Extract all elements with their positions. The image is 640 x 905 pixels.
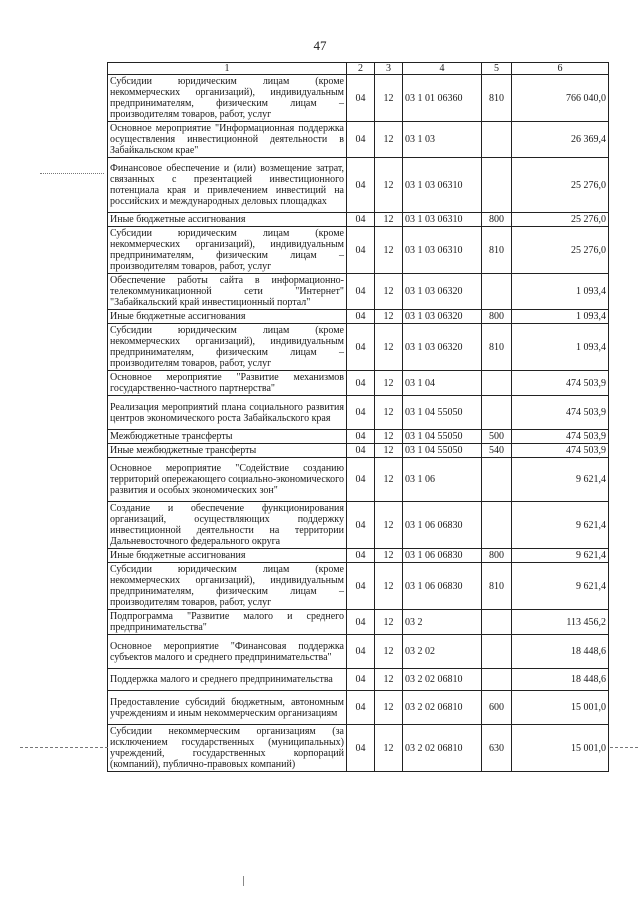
amount-cell: 26 369,4 [512,122,609,158]
subsection-code-cell: 12 [375,213,403,227]
table-row [108,635,609,669]
row-name-cell: Основное мероприятие "Финансовая поддержка субъектов малого и среднего предпринимательства" [108,635,347,669]
target-item-code-cell: 03 1 06 06830 [403,563,482,610]
target-item-code-cell: 03 1 04 55050 [403,444,482,458]
row-name-cell: Предоставление субсидий бюджетным, автономным учреждениям и иным некоммерческим организациям [108,691,347,725]
amount-cell: 18 448,6 [512,669,609,691]
amount-cell: 18 448,6 [512,635,609,669]
target-item-code-cell: 03 1 03 06320 [403,274,482,310]
section-code-cell: 04 [347,549,375,563]
target-item-code-cell: 03 1 06 [403,458,482,502]
expense-type-code-cell: 810 [482,75,512,122]
table-row [108,371,609,396]
section-code-cell: 04 [347,371,375,396]
table-row [108,444,609,458]
amount-cell: 474 503,9 [512,396,609,430]
section-code-cell: 04 [347,324,375,371]
section-code-cell: 04 [347,310,375,324]
expense-type-code-cell: 810 [482,563,512,610]
target-item-code-cell: 03 2 [403,610,482,635]
scan-artifact-line [20,747,108,748]
subsection-code-cell: 12 [375,458,403,502]
expense-type-code-cell [482,274,512,310]
expense-type-code-cell [482,635,512,669]
expense-type-code-cell [482,610,512,635]
subsection-code-cell: 12 [375,691,403,725]
row-name-cell: Субсидии юридическим лицам (кроме некоммерческих организаций), индивидуальным предпринимателям, физическим лицам – производителям товаров, работ, услуг [108,227,347,274]
subsection-code-cell: 12 [375,610,403,635]
expense-type-code-cell [482,158,512,213]
target-item-code-cell: 03 1 04 55050 [403,396,482,430]
amount-cell: 15 001,0 [512,725,609,772]
amount-cell: 25 276,0 [512,213,609,227]
amount-cell: 25 276,0 [512,158,609,213]
table-row [108,310,609,324]
table-row [108,227,609,274]
section-code-cell: 04 [347,430,375,444]
column-header-name: 1 [108,63,347,75]
amount-cell: 9 621,4 [512,549,609,563]
expense-type-code-cell: 800 [482,310,512,324]
target-item-code-cell: 03 1 03 06320 [403,310,482,324]
amount-cell: 9 621,4 [512,563,609,610]
row-name-cell: Иные бюджетные ассигнования [108,549,347,563]
subsection-code-cell: 12 [375,430,403,444]
expense-type-code-cell: 630 [482,725,512,772]
target-item-code-cell: 03 1 04 [403,371,482,396]
subsection-code-cell: 12 [375,725,403,772]
target-item-code-cell: 03 2 02 06810 [403,669,482,691]
section-code-cell: 04 [347,563,375,610]
expense-type-code-cell [482,122,512,158]
subsection-code-cell: 12 [375,75,403,122]
row-name-cell: Основное мероприятие "Содействие созданию территорий опережающего социально-экономического развития и особых экономических зон" [108,458,347,502]
subsection-code-cell: 12 [375,502,403,549]
table-row [108,213,609,227]
section-code-cell: 04 [347,502,375,549]
amount-cell: 1 093,4 [512,324,609,371]
table-row [108,274,609,310]
subsection-code-cell: 12 [375,635,403,669]
expense-type-code-cell [482,502,512,549]
target-item-code-cell: 03 1 03 06320 [403,324,482,371]
table-header-row [108,63,609,75]
subsection-code-cell: 12 [375,669,403,691]
row-name-cell: Основное мероприятие "Информационная поддержка осуществления инвестиционной деятельности в Забайкальском крае" [108,122,347,158]
section-code-cell: 04 [347,396,375,430]
subsection-code-cell: 12 [375,396,403,430]
amount-cell: 474 503,9 [512,444,609,458]
column-header-expense-type: 5 [482,63,512,75]
target-item-code-cell: 03 1 06 06830 [403,549,482,563]
target-item-code-cell: 03 1 03 06310 [403,158,482,213]
section-code-cell: 04 [347,213,375,227]
expense-type-code-cell: 500 [482,430,512,444]
expense-type-code-cell [482,371,512,396]
budget-table [107,62,609,772]
column-header-amount: 6 [512,63,609,75]
row-name-cell: Создание и обеспечение функционирования организаций, осуществляющих поддержку инвестиционной деятельности на территории Дальневосточного федерального округа [108,502,347,549]
section-code-cell: 04 [347,458,375,502]
target-item-code-cell: 03 1 06 06830 [403,502,482,549]
row-name-cell: Субсидии некоммерческим организациям (за исключением государственных (муниципальных) учреждений, государственных корпораций (компаний), публично-правовых компаний) [108,725,347,772]
scan-artifact-tick [243,876,244,886]
subsection-code-cell: 12 [375,274,403,310]
row-name-cell: Иные межбюджетные трансферты [108,444,347,458]
table-row [108,75,609,122]
table-row [108,458,609,502]
expense-type-code-cell [482,458,512,502]
amount-cell: 474 503,9 [512,430,609,444]
section-code-cell: 04 [347,635,375,669]
table-row [108,691,609,725]
table-row [108,502,609,549]
column-header-section: 2 [347,63,375,75]
row-name-cell: Поддержка малого и среднего предпринимательства [108,669,347,691]
table-row [108,430,609,444]
target-item-code-cell: 03 2 02 06810 [403,725,482,772]
table-row [108,725,609,772]
section-code-cell: 04 [347,227,375,274]
column-header-subsection: 3 [375,63,403,75]
target-item-code-cell: 03 1 03 [403,122,482,158]
row-name-cell: Межбюджетные трансферты [108,430,347,444]
row-name-cell: Субсидии юридическим лицам (кроме некоммерческих организаций), индивидуальным предпринимателям, физическим лицам – производителям товаров, работ, услуг [108,75,347,122]
row-name-cell: Подпрограмма "Развитие малого и среднего предпринимательства" [108,610,347,635]
row-name-cell: Субсидии юридическим лицам (кроме некоммерческих организаций), индивидуальным предпринимателям, физическим лицам – производителям товаров, работ, услуг [108,324,347,371]
table-row [108,158,609,213]
row-name-cell: Обеспечение работы сайта в информационно-телекоммуникационной сети "Интернет" "Забайкальский край инвестиционный портал" [108,274,347,310]
target-item-code-cell: 03 1 01 06360 [403,75,482,122]
section-code-cell: 04 [347,274,375,310]
subsection-code-cell: 12 [375,227,403,274]
amount-cell: 1 093,4 [512,310,609,324]
table-row [108,549,609,563]
table-row [108,563,609,610]
row-name-cell: Субсидии юридическим лицам (кроме некоммерческих организаций), индивидуальным предпринимателям, физическим лицам – производителям товаров, работ, услуг [108,563,347,610]
row-name-cell: Финансовое обеспечение и (или) возмещение затрат, связанных с презентацией инвестиционного потенциала края и привлечением инвестиций на российских и международных деловых площадках [108,158,347,213]
amount-cell: 1 093,4 [512,274,609,310]
expense-type-code-cell [482,669,512,691]
amount-cell: 766 040,0 [512,75,609,122]
expense-type-code-cell [482,396,512,430]
target-item-code-cell: 03 1 03 06310 [403,227,482,274]
expense-type-code-cell: 810 [482,227,512,274]
amount-cell: 474 503,9 [512,371,609,396]
amount-cell: 9 621,4 [512,458,609,502]
section-code-cell: 04 [347,158,375,213]
amount-cell: 9 621,4 [512,502,609,549]
subsection-code-cell: 12 [375,371,403,396]
section-code-cell: 04 [347,122,375,158]
section-code-cell: 04 [347,610,375,635]
subsection-code-cell: 12 [375,158,403,213]
table-row [108,669,609,691]
scan-artifact-line [40,173,104,174]
amount-cell: 113 456,2 [512,610,609,635]
subsection-code-cell: 12 [375,122,403,158]
table-row [108,122,609,158]
expense-type-code-cell: 810 [482,324,512,371]
target-item-code-cell: 03 2 02 06810 [403,691,482,725]
expense-type-code-cell: 800 [482,213,512,227]
target-item-code-cell: 03 1 03 06310 [403,213,482,227]
section-code-cell: 04 [347,444,375,458]
table-row [108,396,609,430]
row-name-cell: Основное мероприятие "Развитие механизмов государственно-частного партнерства" [108,371,347,396]
section-code-cell: 04 [347,691,375,725]
scan-artifact-line [610,747,638,748]
section-code-cell: 04 [347,725,375,772]
expense-type-code-cell: 540 [482,444,512,458]
target-item-code-cell: 03 1 04 55050 [403,430,482,444]
amount-cell: 25 276,0 [512,227,609,274]
subsection-code-cell: 12 [375,549,403,563]
table-row [108,610,609,635]
section-code-cell: 04 [347,669,375,691]
amount-cell: 15 001,0 [512,691,609,725]
expense-type-code-cell: 800 [482,549,512,563]
row-name-cell: Реализация мероприятий плана социального развития центров экономического роста Забайкальского края [108,396,347,430]
subsection-code-cell: 12 [375,324,403,371]
section-code-cell: 04 [347,75,375,122]
subsection-code-cell: 12 [375,563,403,610]
column-header-target-item: 4 [403,63,482,75]
subsection-code-cell: 12 [375,310,403,324]
row-name-cell: Иные бюджетные ассигнования [108,213,347,227]
target-item-code-cell: 03 2 02 [403,635,482,669]
subsection-code-cell: 12 [375,444,403,458]
expense-type-code-cell: 600 [482,691,512,725]
page-number: 47 [313,38,327,53]
row-name-cell: Иные бюджетные ассигнования [108,310,347,324]
table-row [108,324,609,371]
